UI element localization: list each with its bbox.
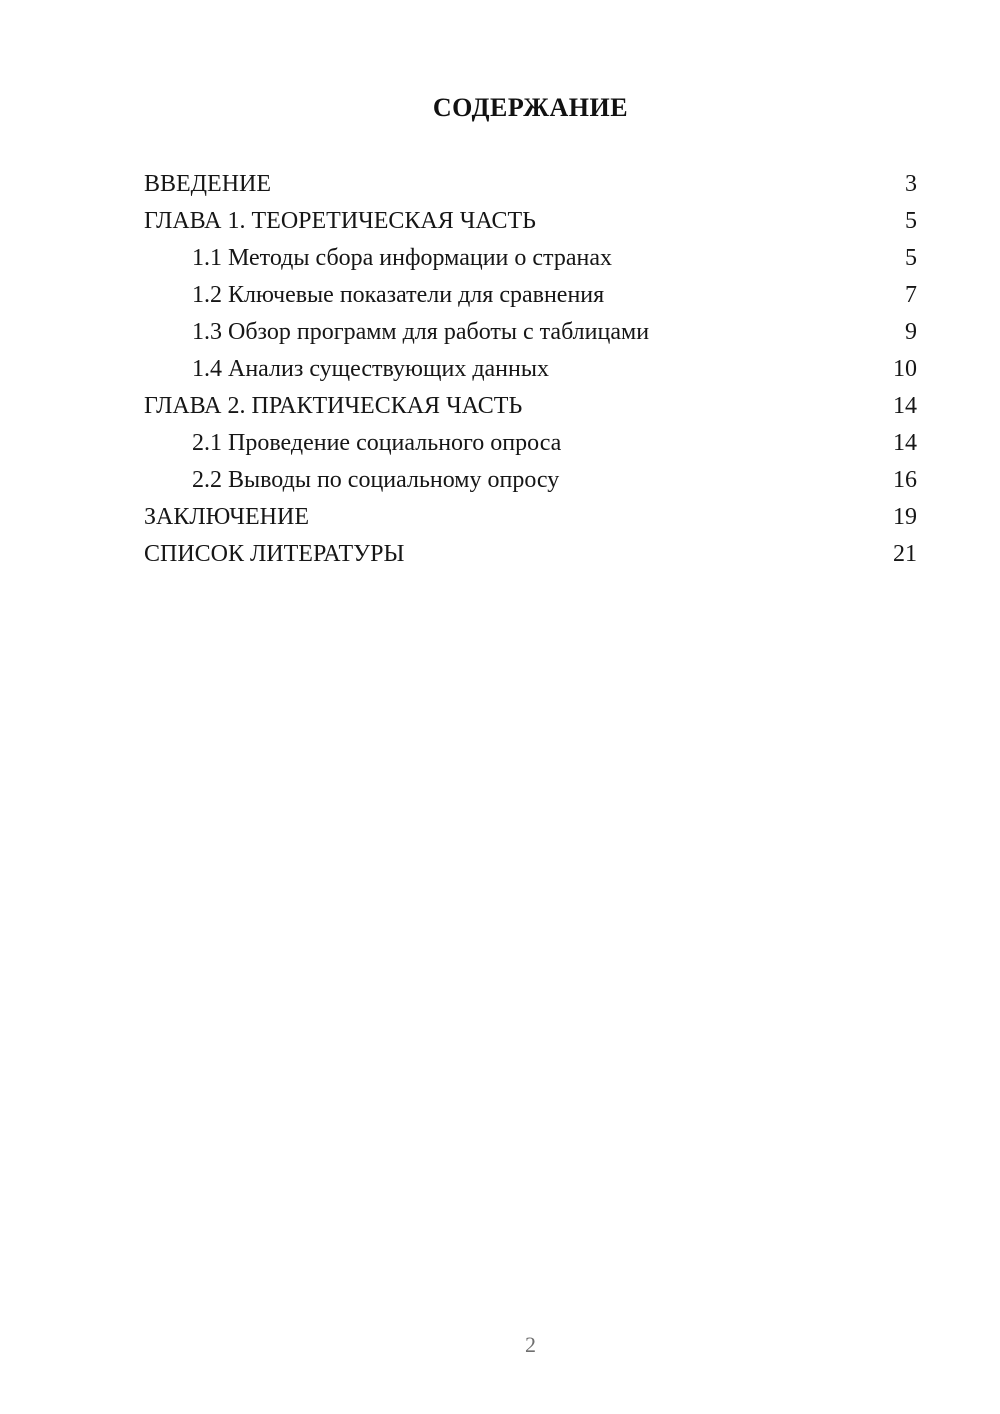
toc-entry [144, 277, 917, 314]
toc-entry [144, 314, 917, 351]
page-content [144, 91, 917, 573]
toc-entry-page-number: 14 [893, 393, 917, 419]
toc-entry-label: 1.4 Анализ существующих данных [192, 356, 549, 382]
toc-entry-label: ВВЕДЕНИЕ [144, 171, 272, 197]
toc-entry-page-number: 3 [905, 171, 917, 197]
toc-entry-page-number: 14 [893, 430, 917, 456]
toc-entry [144, 499, 917, 536]
toc-entry [144, 351, 917, 388]
toc-entry-label: 1.1 Методы сбора информации о странах [192, 245, 612, 271]
toc-entry-page-number: 9 [905, 319, 917, 345]
toc-entry-label: СПИСОК ЛИТЕРАТУРЫ [144, 541, 405, 567]
toc-entry-label: 2.2 Выводы по социальному опросу [192, 467, 560, 493]
toc-entry [144, 240, 917, 277]
toc-entry-page-number: 21 [893, 541, 917, 567]
toc-entry [144, 536, 917, 573]
toc-entry [144, 203, 917, 240]
footer-page-number: 2 [525, 1332, 536, 1357]
toc-entry-label: 2.1 Проведение социального опроса [192, 430, 562, 456]
toc-entry-page-number: 5 [905, 245, 917, 271]
toc-entry-label: ЗАКЛЮЧЕНИЕ [144, 504, 309, 530]
toc-entry [144, 388, 917, 425]
toc-entry-label: ГЛАВА 2. ПРАКТИЧЕСКАЯ ЧАСТЬ [144, 393, 523, 419]
toc-list [144, 166, 917, 573]
toc-entry-page-number: 10 [893, 356, 917, 382]
toc-entry-label: 1.2 Ключевые показатели для сравнения [192, 282, 605, 308]
toc-entry-page-number: 5 [905, 208, 917, 234]
toc-entry [144, 462, 917, 499]
toc-entry-page-number: 7 [905, 282, 917, 308]
toc-entry-page-number: 16 [893, 467, 917, 493]
toc-entry [144, 166, 917, 203]
page-title: СОДЕРЖАНИЕ [432, 93, 629, 122]
toc-entry [144, 425, 917, 462]
toc-entry-label: ГЛАВА 1. ТЕОРЕТИЧЕСКАЯ ЧАСТЬ [144, 208, 536, 234]
toc-entry-label: 1.3 Обзор программ для работы с таблицами [192, 319, 650, 345]
toc-entry-page-number: 19 [893, 504, 917, 530]
